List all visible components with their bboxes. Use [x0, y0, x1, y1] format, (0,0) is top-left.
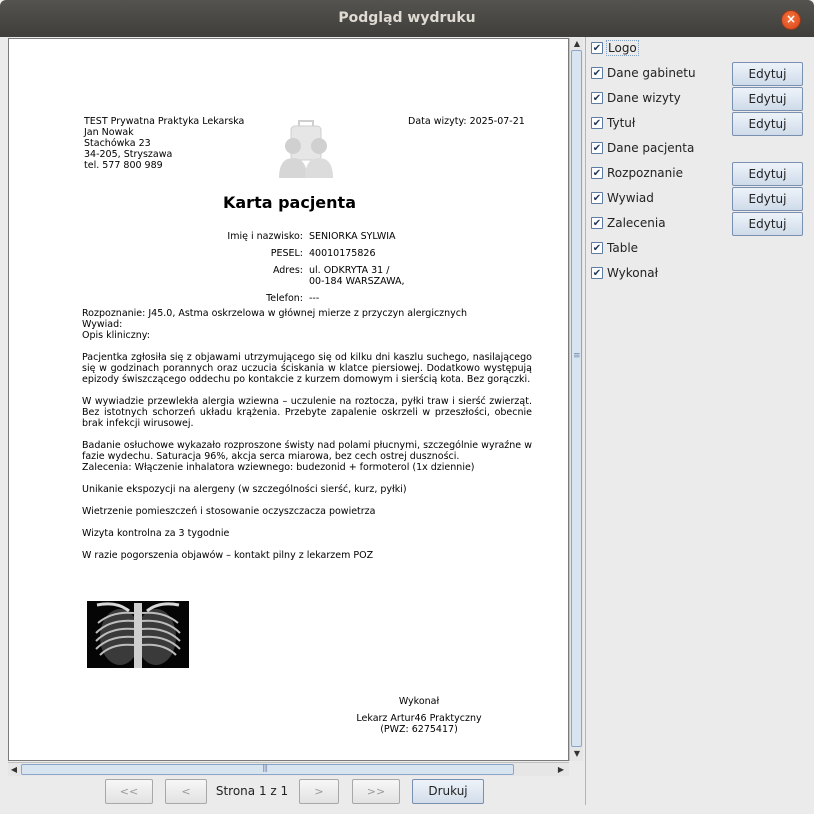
page-status: Strona 1 z 1 [215, 784, 289, 798]
option-diagnosis[interactable] [586, 162, 814, 187]
scroll-right-icon[interactable]: ▶ [557, 765, 565, 774]
option-table[interactable] [586, 237, 814, 262]
checkmark-icon[interactable]: ✔ [592, 268, 602, 279]
patient-name-label: Imię i nazwisko: [227, 231, 303, 242]
checkmark-icon[interactable]: ✔ [592, 218, 602, 229]
horizontal-scroll-thumb[interactable] [21, 764, 514, 775]
checkmark-icon[interactable]: ✔ [592, 143, 602, 154]
edit-interview-button[interactable]: Edytuj [732, 187, 803, 211]
recommendations-text: Zalecenia: Włączenie inhalatora wziewnego: budezonid + formoterol (1x dziennie) [82, 462, 475, 473]
option-diagnosis-label[interactable]: Rozpoznanie [607, 166, 683, 180]
section-options-panel [585, 37, 814, 805]
recommendation-5: W razie pogorszenia objawów – kontakt pilny z lekarzem POZ [82, 550, 374, 561]
signed-label: Wykonał [398, 696, 440, 707]
scroll-up-icon[interactable]: ▲ [573, 39, 581, 48]
option-title-label[interactable]: Tytuł [607, 116, 636, 130]
clinic-street: Stachówka 23 [84, 138, 151, 149]
option-performed-by[interactable] [586, 262, 814, 287]
edit-recommendations-button[interactable]: Edytuj [732, 212, 803, 236]
prev-page-button[interactable]: < [165, 779, 207, 804]
first-page-button[interactable]: << [105, 779, 153, 804]
recommendation-2: Unikanie ekspozycji na alergeny (w szczególności sierść, kurz, pyłki) [82, 484, 407, 495]
patient-phone-label: Telefon: [266, 293, 303, 304]
checkmark-icon[interactable]: ✔ [592, 193, 602, 204]
clinic-phone: tel. 577 800 989 [84, 160, 163, 171]
close-button[interactable] [781, 10, 801, 30]
edit-title-button[interactable]: Edytuj [732, 112, 803, 136]
print-preview-window [0, 37, 814, 814]
patient-pesel-value: 40010175826 [309, 248, 376, 259]
visit-date: Data wizyty: 2025-07-21 [408, 116, 525, 127]
checkmark-icon[interactable]: ✔ [592, 118, 602, 129]
option-patient-data[interactable] [586, 137, 814, 162]
option-interview-label[interactable]: Wywiad [607, 191, 654, 205]
patient-name-value: SENIORKA SYLWIA [309, 231, 396, 242]
checkmark-icon[interactable]: ✔ [592, 243, 602, 254]
clinic-info [84, 116, 244, 171]
option-clinic-data[interactable] [586, 62, 814, 87]
vertical-scrollbar[interactable] [569, 38, 583, 761]
scroll-left-icon[interactable]: ◀ [10, 765, 18, 774]
vertical-scroll-thumb[interactable] [571, 50, 582, 747]
xray-image [87, 601, 189, 668]
patient-address-line1: ul. ODKRYTA 31 / [309, 265, 390, 276]
option-logo[interactable] [586, 37, 814, 62]
checkmark-icon[interactable]: ✔ [592, 43, 602, 54]
next-page-button[interactable]: > [299, 779, 339, 804]
checkmark-icon[interactable]: ✔ [592, 168, 602, 179]
preview-page [9, 39, 569, 761]
option-recommendations[interactable] [586, 212, 814, 237]
clinic-logo-icon [271, 116, 341, 186]
document-body [82, 308, 532, 561]
patient-address-value [309, 265, 405, 287]
last-page-button[interactable]: >> [352, 779, 400, 804]
edit-clinic-data-button[interactable]: Edytuj [732, 62, 803, 86]
option-performed-by-label[interactable]: Wykonał [607, 266, 658, 280]
window-titlebar[interactable] [0, 0, 814, 37]
option-visit-data-label[interactable]: Dane wizyty [607, 91, 681, 105]
close-icon: × [785, 12, 797, 26]
checkmark-icon[interactable]: ✔ [592, 68, 602, 79]
document-title: Karta pacjenta [222, 193, 356, 212]
patient-address-line2: 00-184 WARSZAWA, [309, 276, 405, 287]
scroll-down-icon[interactable]: ▼ [573, 749, 581, 758]
option-recommendations-label[interactable]: Zalecenia [607, 216, 666, 230]
edit-visit-data-button[interactable]: Edytuj [732, 87, 803, 111]
option-visit-data[interactable] [586, 87, 814, 112]
print-preview-area[interactable] [8, 38, 569, 761]
clinical-paragraph-1: Pacjentka zgłosiła się z objawami utrzymującego się od kilku dni kaszlu suchego, nasilającego się w godzinach porannych oraz uczucia ściskania w klatce piersiowej. Dodatkowo występują epizody świszczącego oddechu po kontakcie z kurzem domowym i sierścią kota. Bez gorączki. [82, 352, 532, 385]
clinic-city: 34-205, Stryszawa [84, 149, 173, 160]
signed-name: Lekarz Artur46 Praktyczny [356, 713, 482, 724]
edit-diagnosis-button[interactable]: Edytuj [732, 162, 803, 186]
patient-phone-value: --- [309, 293, 320, 304]
interview-label: Wywiad: [82, 319, 123, 330]
option-table-label[interactable]: Table [607, 241, 639, 255]
window-title: Podgląd wydruku [338, 10, 476, 26]
checkmark-icon[interactable]: ✔ [592, 93, 602, 104]
option-logo-label[interactable]: Logo [608, 41, 637, 55]
recommendation-4: Wizyta kontrolna za 3 tygodnie [82, 528, 230, 539]
clinic-name: TEST Prywatna Praktyka Lekarska [84, 116, 245, 127]
option-patient-data-label[interactable]: Dane pacjenta [607, 141, 695, 155]
diagnosis-text: Rozpoznanie: J45.0, Astma oskrzelowa w głównej mierze z przyczyn alergicznych [82, 308, 468, 319]
clinic-doctor: Jan Nowak [84, 127, 134, 138]
clinical-paragraph-3: Badanie osłuchowe wykazało rozproszone świsty nad polami płucnymi, szczególnie wyraźne w fazie wydechu. Saturacja 96%, akcja serca miarowa, bez cech ostrej duszności. [82, 440, 532, 462]
patient-pesel-label: PESEL: [270, 248, 303, 259]
option-title[interactable] [586, 112, 814, 137]
option-clinic-data-label[interactable]: Dane gabinetu [607, 66, 696, 80]
clinical-label: Opis kliniczny: [82, 330, 150, 341]
signed-pwz: (PWZ: 6275417) [380, 724, 458, 735]
print-button[interactable]: Drukuj [412, 779, 484, 804]
option-interview[interactable] [586, 187, 814, 212]
horizontal-scrollbar[interactable] [8, 762, 569, 776]
patient-address-label: Adres: [272, 265, 303, 276]
recommendation-3: Wietrzenie pomieszczeń i stosowanie oczyszczacza powietrza [82, 506, 376, 517]
clinical-paragraph-2: W wywiadzie przewlekła alergia wziewna – uczulenie na roztocza, pyłki traw i sierść zwierząt. Bez istotnych schorzeń układu krążenia. Przebyte zapalenie oskrzeli w przeszłości, obecnie brak infekcji wirusowej. [82, 396, 532, 429]
